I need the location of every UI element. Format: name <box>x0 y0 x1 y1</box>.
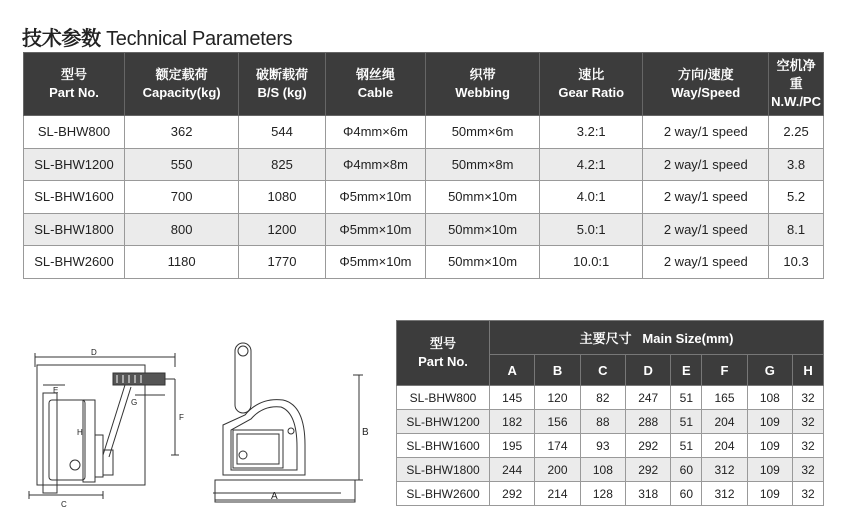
cell-capacity: 550 <box>124 148 238 181</box>
table-row <box>24 213 824 246</box>
cell-webbing: 50mm×10m <box>426 213 540 246</box>
table-row <box>24 181 824 214</box>
cell-gear-ratio: 3.2:1 <box>540 116 643 149</box>
cell-net-weight: 8.1 <box>769 213 824 246</box>
cell-way-speed: 2 way/1 speed <box>643 148 769 181</box>
cell-d: 288 <box>626 410 671 434</box>
table-row <box>397 434 824 458</box>
title-en: Technical Parameters <box>106 28 293 50</box>
cell-net-weight: 3.8 <box>769 148 824 181</box>
cell-d: 318 <box>626 482 671 506</box>
cell-cable: Φ5mm×10m <box>325 213 425 246</box>
header-breaking-strength: 破断载荷 B/S (kg) <box>239 53 326 116</box>
technical-parameters-table <box>23 52 824 279</box>
page-title <box>22 22 292 51</box>
cell-bs: 1770 <box>239 246 326 279</box>
cell-webbing: 50mm×10m <box>426 246 540 279</box>
cell-b: 214 <box>535 482 580 506</box>
cell-bs: 544 <box>239 116 326 149</box>
header-part-no: 型号 Part No. <box>397 321 490 386</box>
cell-a: 182 <box>490 410 535 434</box>
cell-g: 109 <box>747 458 792 482</box>
cell-net-weight: 2.25 <box>769 116 824 149</box>
cell-part-no: SL-BHW1800 <box>397 458 490 482</box>
cell-b: 120 <box>535 386 580 410</box>
cell-c: 88 <box>580 410 625 434</box>
table-row <box>397 482 824 506</box>
column-g: G <box>747 355 792 386</box>
table-row <box>397 458 824 482</box>
table-row <box>24 246 824 279</box>
cell-gear-ratio: 10.0:1 <box>540 246 643 279</box>
cell-bs: 1080 <box>239 181 326 214</box>
label-c: C <box>61 500 67 509</box>
cell-a: 244 <box>490 458 535 482</box>
cell-part-no: SL-BHW1200 <box>397 410 490 434</box>
table-row <box>397 386 824 410</box>
header-main-size: 主要尺寸 Main Size(mm) <box>490 321 824 355</box>
cell-e: 51 <box>671 434 702 458</box>
cell-part-no: SL-BHW1800 <box>24 213 125 246</box>
cell-g: 109 <box>747 410 792 434</box>
cell-g: 108 <box>747 386 792 410</box>
cell-part-no: SL-BHW800 <box>397 386 490 410</box>
cell-b: 200 <box>535 458 580 482</box>
header-capacity: 额定载荷 Capacity(kg) <box>124 53 238 116</box>
table-row <box>397 410 824 434</box>
cell-way-speed: 2 way/1 speed <box>643 246 769 279</box>
cell-b: 156 <box>535 410 580 434</box>
cell-capacity: 800 <box>124 213 238 246</box>
header-way-speed: 方向/速度 Way/Speed <box>643 53 769 116</box>
cell-webbing: 50mm×10m <box>426 181 540 214</box>
cell-b: 174 <box>535 434 580 458</box>
cell-e: 60 <box>671 458 702 482</box>
column-c: C <box>580 355 625 386</box>
main-size-table <box>396 320 824 506</box>
label-f: F <box>179 413 184 422</box>
cell-a: 195 <box>490 434 535 458</box>
header-cable: 钢丝绳 Cable <box>325 53 425 116</box>
table-row <box>24 148 824 181</box>
cell-a: 292 <box>490 482 535 506</box>
cell-bs: 825 <box>239 148 326 181</box>
cell-c: 93 <box>580 434 625 458</box>
cell-h: 32 <box>793 386 824 410</box>
cell-way-speed: 2 way/1 speed <box>643 181 769 214</box>
cell-cable: Φ4mm×6m <box>325 116 425 149</box>
title-cn: 技术参数 <box>22 28 101 50</box>
cell-f: 204 <box>702 434 747 458</box>
cell-part-no: SL-BHW1600 <box>397 434 490 458</box>
winch-side-view-drawing <box>25 345 205 515</box>
cell-h: 32 <box>793 434 824 458</box>
cell-h: 32 <box>793 482 824 506</box>
cell-part-no: SL-BHW1200 <box>24 148 125 181</box>
cell-e: 51 <box>671 410 702 434</box>
header-net-weight: 空机净重 N.W./PC <box>769 53 824 116</box>
cell-c: 108 <box>580 458 625 482</box>
label-e: E <box>53 386 59 395</box>
cell-h: 32 <box>793 410 824 434</box>
column-b: B <box>535 355 580 386</box>
size-header-row <box>397 321 824 355</box>
header-gear-ratio: 速比 Gear Ratio <box>540 53 643 116</box>
cell-g: 109 <box>747 434 792 458</box>
cell-gear-ratio: 4.0:1 <box>540 181 643 214</box>
cell-net-weight: 10.3 <box>769 246 824 279</box>
cell-c: 82 <box>580 386 625 410</box>
spec-header-row <box>24 53 824 116</box>
cell-part-no: SL-BHW800 <box>24 116 125 149</box>
cell-webbing: 50mm×8m <box>426 148 540 181</box>
cell-d: 247 <box>626 386 671 410</box>
column-a: A <box>490 355 535 386</box>
label-g: G <box>131 398 138 407</box>
table-row <box>24 116 824 149</box>
cell-a: 145 <box>490 386 535 410</box>
cell-gear-ratio: 5.0:1 <box>540 213 643 246</box>
cell-part-no: SL-BHW2600 <box>24 246 125 279</box>
cell-way-speed: 2 way/1 speed <box>643 116 769 149</box>
cell-way-speed: 2 way/1 speed <box>643 213 769 246</box>
cell-f: 312 <box>702 482 747 506</box>
cell-part-no: SL-BHW1600 <box>24 181 125 214</box>
column-f: F <box>702 355 747 386</box>
cell-capacity: 362 <box>124 116 238 149</box>
cell-c: 128 <box>580 482 625 506</box>
cell-bs: 1200 <box>239 213 326 246</box>
cell-f: 312 <box>702 458 747 482</box>
cell-cable: Φ4mm×8m <box>325 148 425 181</box>
cell-h: 32 <box>793 458 824 482</box>
column-d: D <box>626 355 671 386</box>
cell-part-no: SL-BHW2600 <box>397 482 490 506</box>
cell-webbing: 50mm×6m <box>426 116 540 149</box>
column-e: E <box>671 355 702 386</box>
cell-f: 165 <box>702 386 747 410</box>
label-h: H <box>77 428 83 437</box>
column-h: H <box>793 355 824 386</box>
cell-d: 292 <box>626 458 671 482</box>
cell-cable: Φ5mm×10m <box>325 181 425 214</box>
cell-d: 292 <box>626 434 671 458</box>
cell-cable: Φ5mm×10m <box>325 246 425 279</box>
header-part-no: 型号 Part No. <box>24 53 125 116</box>
winch-front-view-drawing <box>205 335 385 510</box>
cell-gear-ratio: 4.2:1 <box>540 148 643 181</box>
label-b: B <box>362 427 369 438</box>
cell-f: 204 <box>702 410 747 434</box>
label-d: D <box>91 348 97 357</box>
cell-g: 109 <box>747 482 792 506</box>
cell-capacity: 1180 <box>124 246 238 279</box>
header-webbing: 织带 Webbing <box>426 53 540 116</box>
cell-net-weight: 5.2 <box>769 181 824 214</box>
cell-e: 51 <box>671 386 702 410</box>
label-a: A <box>271 491 278 502</box>
cell-capacity: 700 <box>124 181 238 214</box>
cell-e: 60 <box>671 482 702 506</box>
